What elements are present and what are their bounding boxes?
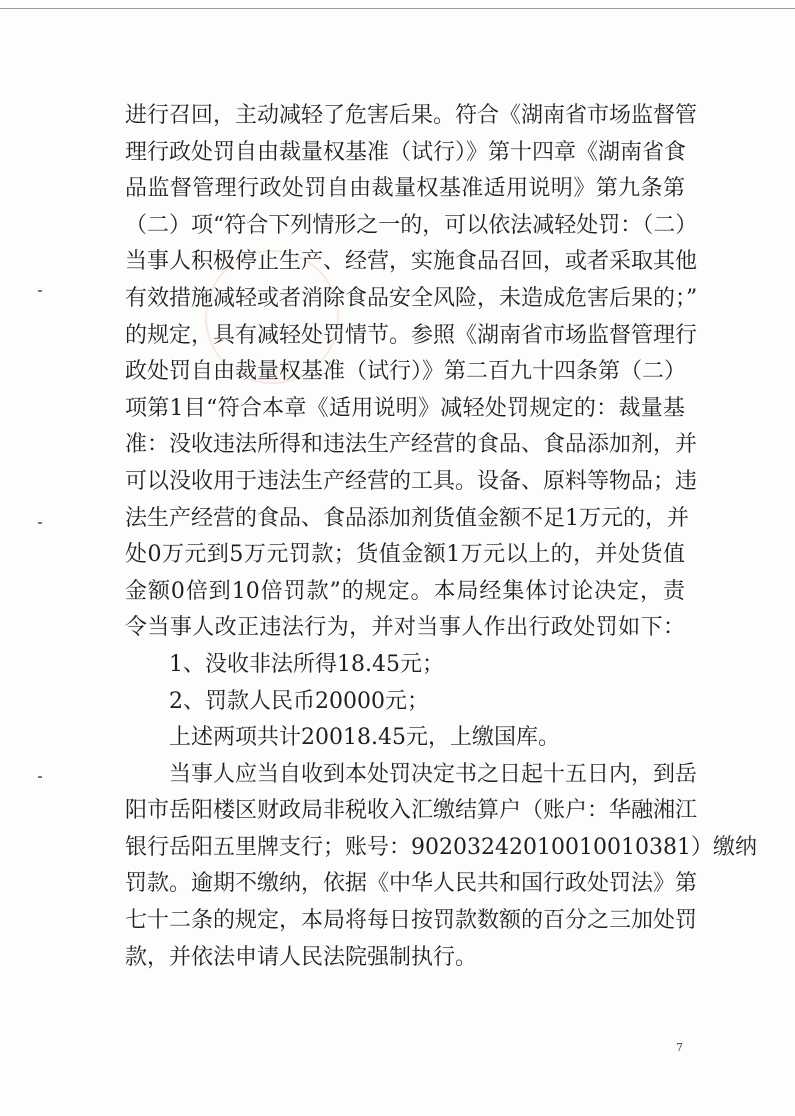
body-line: 准：没收违法所得和违法生产经营的食品、食品添加剂，并 (125, 432, 698, 458)
penalty-item: 2、罚款人民币20000元； (169, 688, 429, 714)
page-number: 7 (676, 1041, 683, 1054)
scan-edge-mark (38, 290, 42, 292)
body-line: 金额0倍到10倍罚款”的规定。本局经集体讨论决定，责 (125, 578, 685, 604)
body-line: 品监督管理行政处罚自由裁量权基准适用说明》第九条第 (125, 176, 685, 202)
body-line: 当事人积极停止生产、经营，实施食品召回，或者采取其他 (125, 249, 698, 275)
body-line: 法生产经营的食品、食品添加剂货值金额不足1万元的，并 (125, 505, 689, 531)
body-line: 的规定，具有减轻处罚情节。参照《湖南省市场监督管理行 (125, 322, 698, 348)
penalty-total: 上述两项共计20018.45元，上缴国库。 (169, 725, 560, 751)
scan-edge-mark (38, 522, 42, 524)
body-line: 处0万元到5万元罚款；货值金额1万元以上的，并处货值 (125, 542, 685, 568)
payment-line: 款，并依法申请人民法院强制执行。 (125, 944, 478, 970)
body-line: 进行召回，主动减轻了危害后果。符合《湖南省市场监督管 (125, 103, 698, 128)
payment-line: 银行岳阳五里牌支行；账号：90203242010010010381）缴纳 (125, 834, 757, 860)
payment-line: 当事人应当自收到本处罚决定书之日起十五日内，到岳 (169, 761, 698, 787)
body-line: 项第1目“符合本章《适用说明》减轻处罚规定的：裁量基 (125, 395, 685, 421)
body-line: （二）项“符合下列情形之一的，可以依法减轻处罚：（二） (125, 212, 698, 238)
penalty-item: 1、没收非法所得18.45元； (169, 651, 444, 677)
scan-edge-mark (38, 776, 42, 778)
body-line: 理行政处罚自由裁量权基准（试行）》第十四章《湖南省食 (125, 139, 687, 165)
payment-line: 七十二条的规定，本局将每日按罚款数额的百分之三加处罚 (125, 908, 698, 934)
payment-line: 罚款。逾期不缴纳，依据《中华人民共和国行政处罚法》第 (125, 871, 698, 897)
payment-line: 阳市岳阳楼区财政局非税收入汇缴结算户（账户：华融湘江 (125, 798, 698, 824)
document-body (125, 98, 757, 976)
body-line: 令当事人改正违法行为，并对当事人作出行政处罚如下： (125, 615, 685, 641)
body-line: 有效措施减轻或者消除食品安全风险，未造成危害后果的；” (125, 285, 698, 311)
body-line: 政处罚自由裁量权基准（试行）》第二百九十四条第（二） (125, 359, 687, 385)
top-border-line (0, 0, 795, 9)
body-line: 可以没收用于违法生产经营的工具。设备、原料等物品；违 (125, 468, 698, 494)
